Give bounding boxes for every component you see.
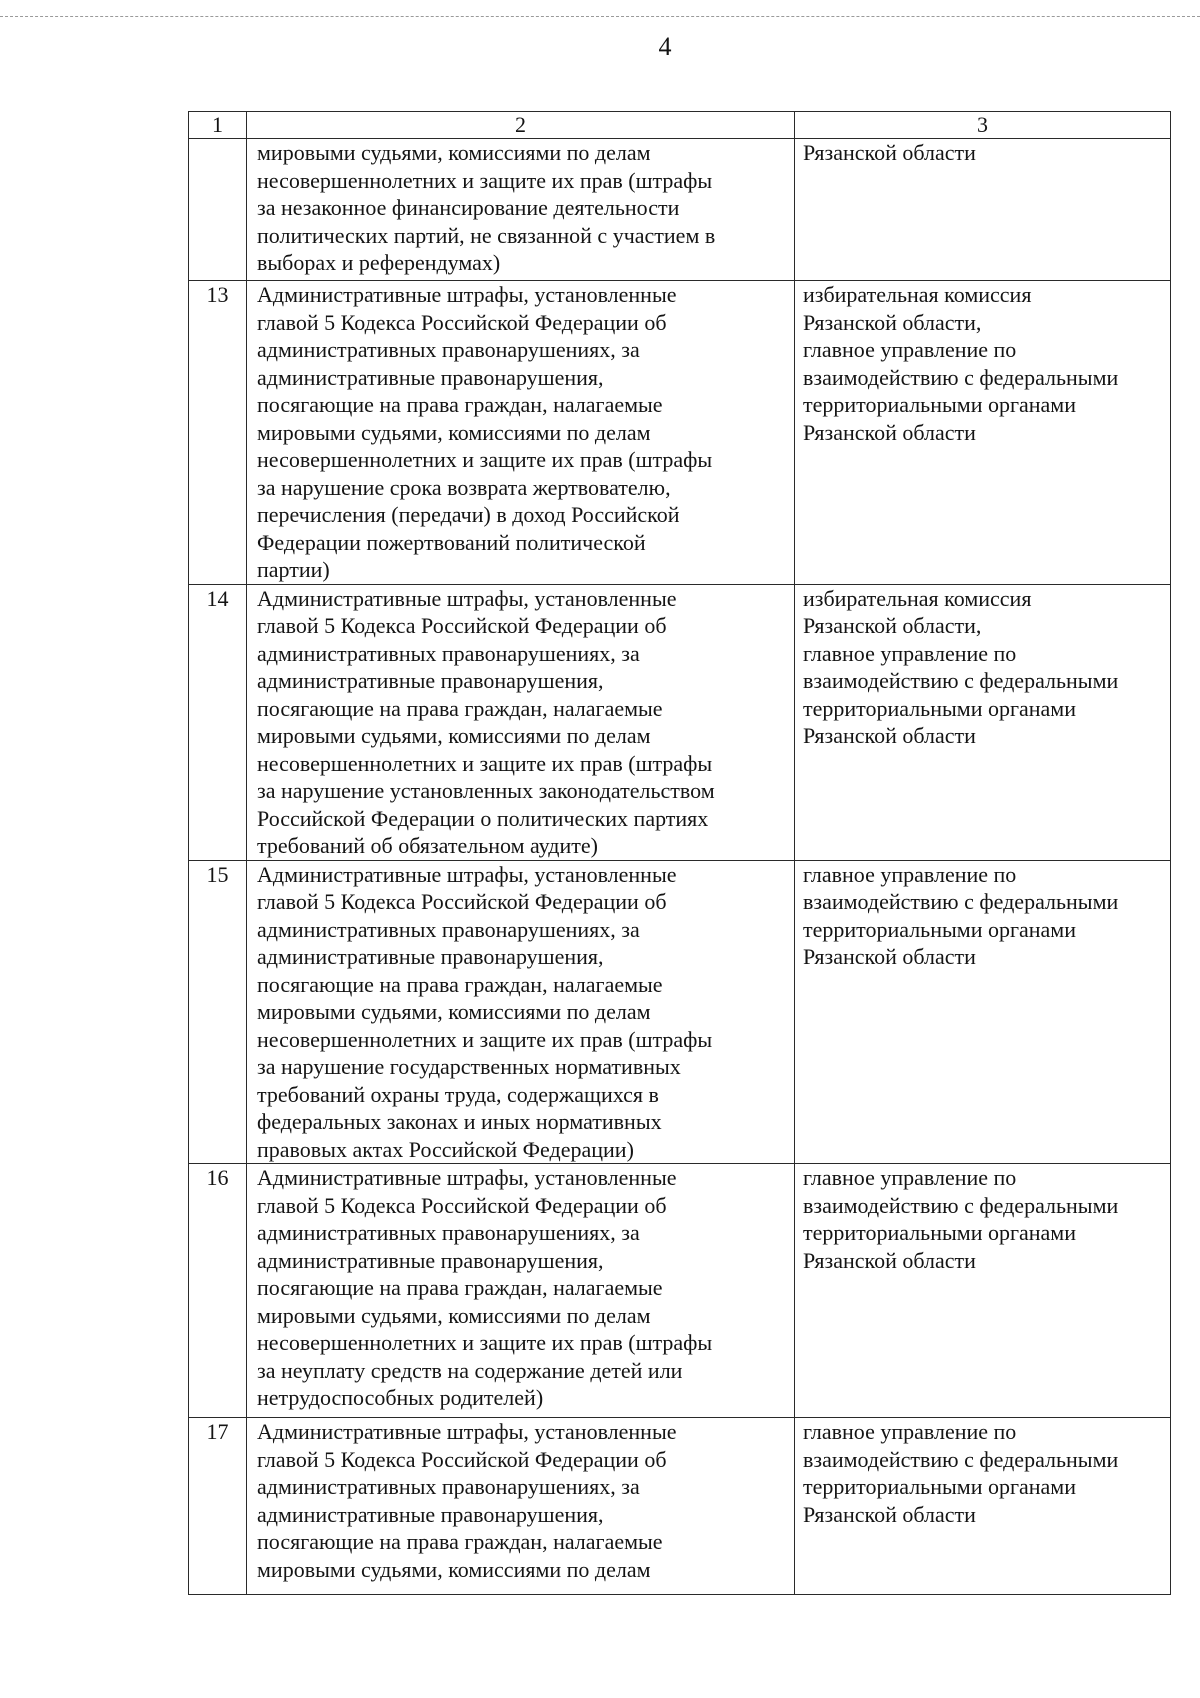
description-line: административные правонарушения, bbox=[257, 1247, 604, 1273]
description-line: требований охраны труда, содержащихся в bbox=[257, 1081, 659, 1107]
description-line: главой 5 Кодекса Российской Федерации об bbox=[257, 1446, 667, 1472]
description-line: мировыми судьями, комиссиями по делам bbox=[257, 723, 651, 748]
administrator-line: Рязанской области, bbox=[803, 309, 982, 335]
description-line: федеральных законах и иных нормативных bbox=[257, 1109, 662, 1134]
revenue-description bbox=[247, 1418, 795, 1595]
row-number: 14 bbox=[189, 584, 247, 860]
administrator-line: Рязанской области bbox=[803, 419, 976, 445]
description-line: нетрудоспособных родителей) bbox=[257, 1385, 544, 1410]
description-line: административных правонарушениях, за bbox=[257, 337, 640, 362]
administrator-line: главное управление по bbox=[803, 337, 1017, 362]
row-number: 17 bbox=[189, 1418, 247, 1595]
description-line: административные правонарушения, bbox=[257, 1501, 604, 1527]
administrator-name bbox=[795, 281, 1171, 585]
administrator-line: Рязанской области, bbox=[803, 613, 982, 638]
revenue-description bbox=[247, 584, 795, 860]
description-line: посягающие на права граждан, налагаемые bbox=[257, 971, 663, 997]
table-row bbox=[189, 1418, 1171, 1595]
description-line: Административные штрафы, установленные bbox=[257, 1165, 677, 1190]
description-line: Федерации пожертвований политической bbox=[257, 529, 646, 555]
administrator-line: взаимодействию с федеральными bbox=[803, 364, 1119, 390]
description-line: несовершеннолетних и защите их прав (штрафы bbox=[257, 1026, 713, 1052]
administrator-line: территориальными органами bbox=[803, 1474, 1076, 1499]
description-line: за нарушение установленных законодательством bbox=[257, 778, 715, 803]
administrator-name bbox=[795, 139, 1171, 281]
description-line: партии) bbox=[257, 557, 330, 582]
table-row bbox=[189, 281, 1171, 585]
table-row bbox=[189, 139, 1171, 281]
administrator-line: Рязанской области bbox=[803, 944, 976, 969]
table-body bbox=[189, 112, 1171, 1595]
row-number: 13 bbox=[189, 281, 247, 585]
administrator-line: территориальными органами bbox=[803, 392, 1076, 417]
administrator-name bbox=[795, 860, 1171, 1164]
table-row bbox=[189, 584, 1171, 860]
description-line: требований об обязательном аудите) bbox=[257, 833, 598, 858]
description-line: за нарушение срока возврата жертвователю, bbox=[257, 474, 671, 500]
administrator-line: главное управление по bbox=[803, 1419, 1017, 1444]
description-line: посягающие на права граждан, налагаемые bbox=[257, 1275, 663, 1300]
description-line: несовершеннолетних и защите их прав (штрафы bbox=[257, 750, 713, 776]
description-line: Административные штрафы, установленные bbox=[257, 1419, 677, 1444]
table-row bbox=[189, 1164, 1171, 1418]
description-line: главой 5 Кодекса Российской Федерации об bbox=[257, 1192, 667, 1218]
revenue-table bbox=[188, 111, 1171, 1595]
description-line: посягающие на права граждан, налагаемые bbox=[257, 1529, 663, 1554]
description-line: главой 5 Кодекса Российской Федерации об bbox=[257, 613, 667, 638]
administrator-line: взаимодействию с федеральными bbox=[803, 889, 1119, 914]
administrator-line: территориальными органами bbox=[803, 1220, 1076, 1245]
description-line: за нарушение государственных нормативных bbox=[257, 1054, 681, 1079]
administrator-line: избирательная комиссия bbox=[803, 585, 1032, 611]
description-line: Российской Федерации о политических партиях bbox=[257, 805, 709, 831]
administrator-line: избирательная комиссия bbox=[803, 282, 1032, 307]
description-line: административных правонарушениях, за bbox=[257, 1220, 640, 1245]
administrator-line: главное управление по bbox=[803, 861, 1017, 887]
description-line: главой 5 Кодекса Российской Федерации об bbox=[257, 889, 667, 914]
description-line: административных правонарушениях, за bbox=[257, 640, 640, 666]
description-line: за неуплату средств на содержание детей или bbox=[257, 1357, 683, 1383]
description-line: несовершеннолетних и защите их прав (штрафы bbox=[257, 447, 713, 472]
administrator-line: Рязанской области bbox=[803, 140, 976, 165]
revenue-description bbox=[247, 1164, 795, 1418]
description-line: административных правонарушениях, за bbox=[257, 1474, 640, 1499]
description-line: правовых актах Российской Федерации) bbox=[257, 1136, 634, 1162]
revenue-description bbox=[247, 281, 795, 585]
description-line: мировыми судьями, комиссиями по делам bbox=[257, 419, 651, 445]
description-line: несовершеннолетних и защите их прав (штрафы bbox=[257, 167, 713, 193]
administrator-line: взаимодействию с федеральными bbox=[803, 668, 1119, 693]
table-row bbox=[189, 860, 1171, 1164]
description-line: посягающие на права граждан, налагаемые bbox=[257, 392, 663, 417]
description-line: перечисления (передачи) в доход Российской bbox=[257, 502, 680, 527]
description-line: посягающие на права граждан, налагаемые bbox=[257, 695, 663, 721]
description-line: несовершеннолетних и защите их прав (штрафы bbox=[257, 1330, 713, 1355]
header-col-2: 2 bbox=[247, 112, 795, 139]
revenue-description bbox=[247, 860, 795, 1164]
administrator-line: главное управление по bbox=[803, 640, 1017, 666]
header-col-3: 3 bbox=[795, 112, 1171, 139]
description-line: административные правонарушения, bbox=[257, 364, 604, 390]
administrator-line: взаимодействию с федеральными bbox=[803, 1192, 1119, 1218]
description-line: Административные штрафы, установленные bbox=[257, 585, 677, 611]
administrator-line: территориальными органами bbox=[803, 916, 1076, 942]
description-line: политических партий, не связанной с участием в bbox=[257, 222, 716, 248]
description-line: мировыми судьями, комиссиями по делам bbox=[257, 1302, 651, 1328]
administrator-name bbox=[795, 584, 1171, 860]
row-number: 15 bbox=[189, 860, 247, 1164]
row-number: 16 bbox=[189, 1164, 247, 1418]
description-line: мировыми судьями, комиссиями по делам bbox=[257, 1556, 651, 1582]
description-line: главой 5 Кодекса Российской Федерации об bbox=[257, 309, 667, 335]
description-line: мировыми судьями, комиссиями по делам bbox=[257, 999, 651, 1024]
scan-edge-line bbox=[0, 16, 1200, 17]
description-line: мировыми судьями, комиссиями по делам bbox=[257, 140, 651, 165]
header-col-1: 1 bbox=[189, 112, 247, 139]
table-header-row bbox=[189, 112, 1171, 139]
administrator-line: главное управление по bbox=[803, 1165, 1017, 1190]
administrator-line: взаимодействию с федеральными bbox=[803, 1446, 1119, 1472]
description-line: административные правонарушения, bbox=[257, 668, 604, 693]
administrator-line: Рязанской области bbox=[803, 1501, 976, 1527]
description-line: выборах и референдумах) bbox=[257, 250, 501, 275]
administrator-line: Рязанской области bbox=[803, 1247, 976, 1273]
description-line: административных правонарушениях, за bbox=[257, 916, 640, 942]
administrator-name bbox=[795, 1418, 1171, 1595]
description-line: Административные штрафы, установленные bbox=[257, 282, 677, 307]
description-line: административные правонарушения, bbox=[257, 944, 604, 969]
row-number bbox=[189, 139, 247, 281]
administrator-line: территориальными органами bbox=[803, 695, 1076, 721]
administrator-line: Рязанской области bbox=[803, 723, 976, 748]
administrator-name bbox=[795, 1164, 1171, 1418]
page-number: 4 bbox=[658, 32, 672, 61]
description-line: Административные штрафы, установленные bbox=[257, 861, 677, 887]
description-line: за незаконное финансирование деятельности bbox=[257, 195, 680, 220]
revenue-description bbox=[247, 139, 795, 281]
